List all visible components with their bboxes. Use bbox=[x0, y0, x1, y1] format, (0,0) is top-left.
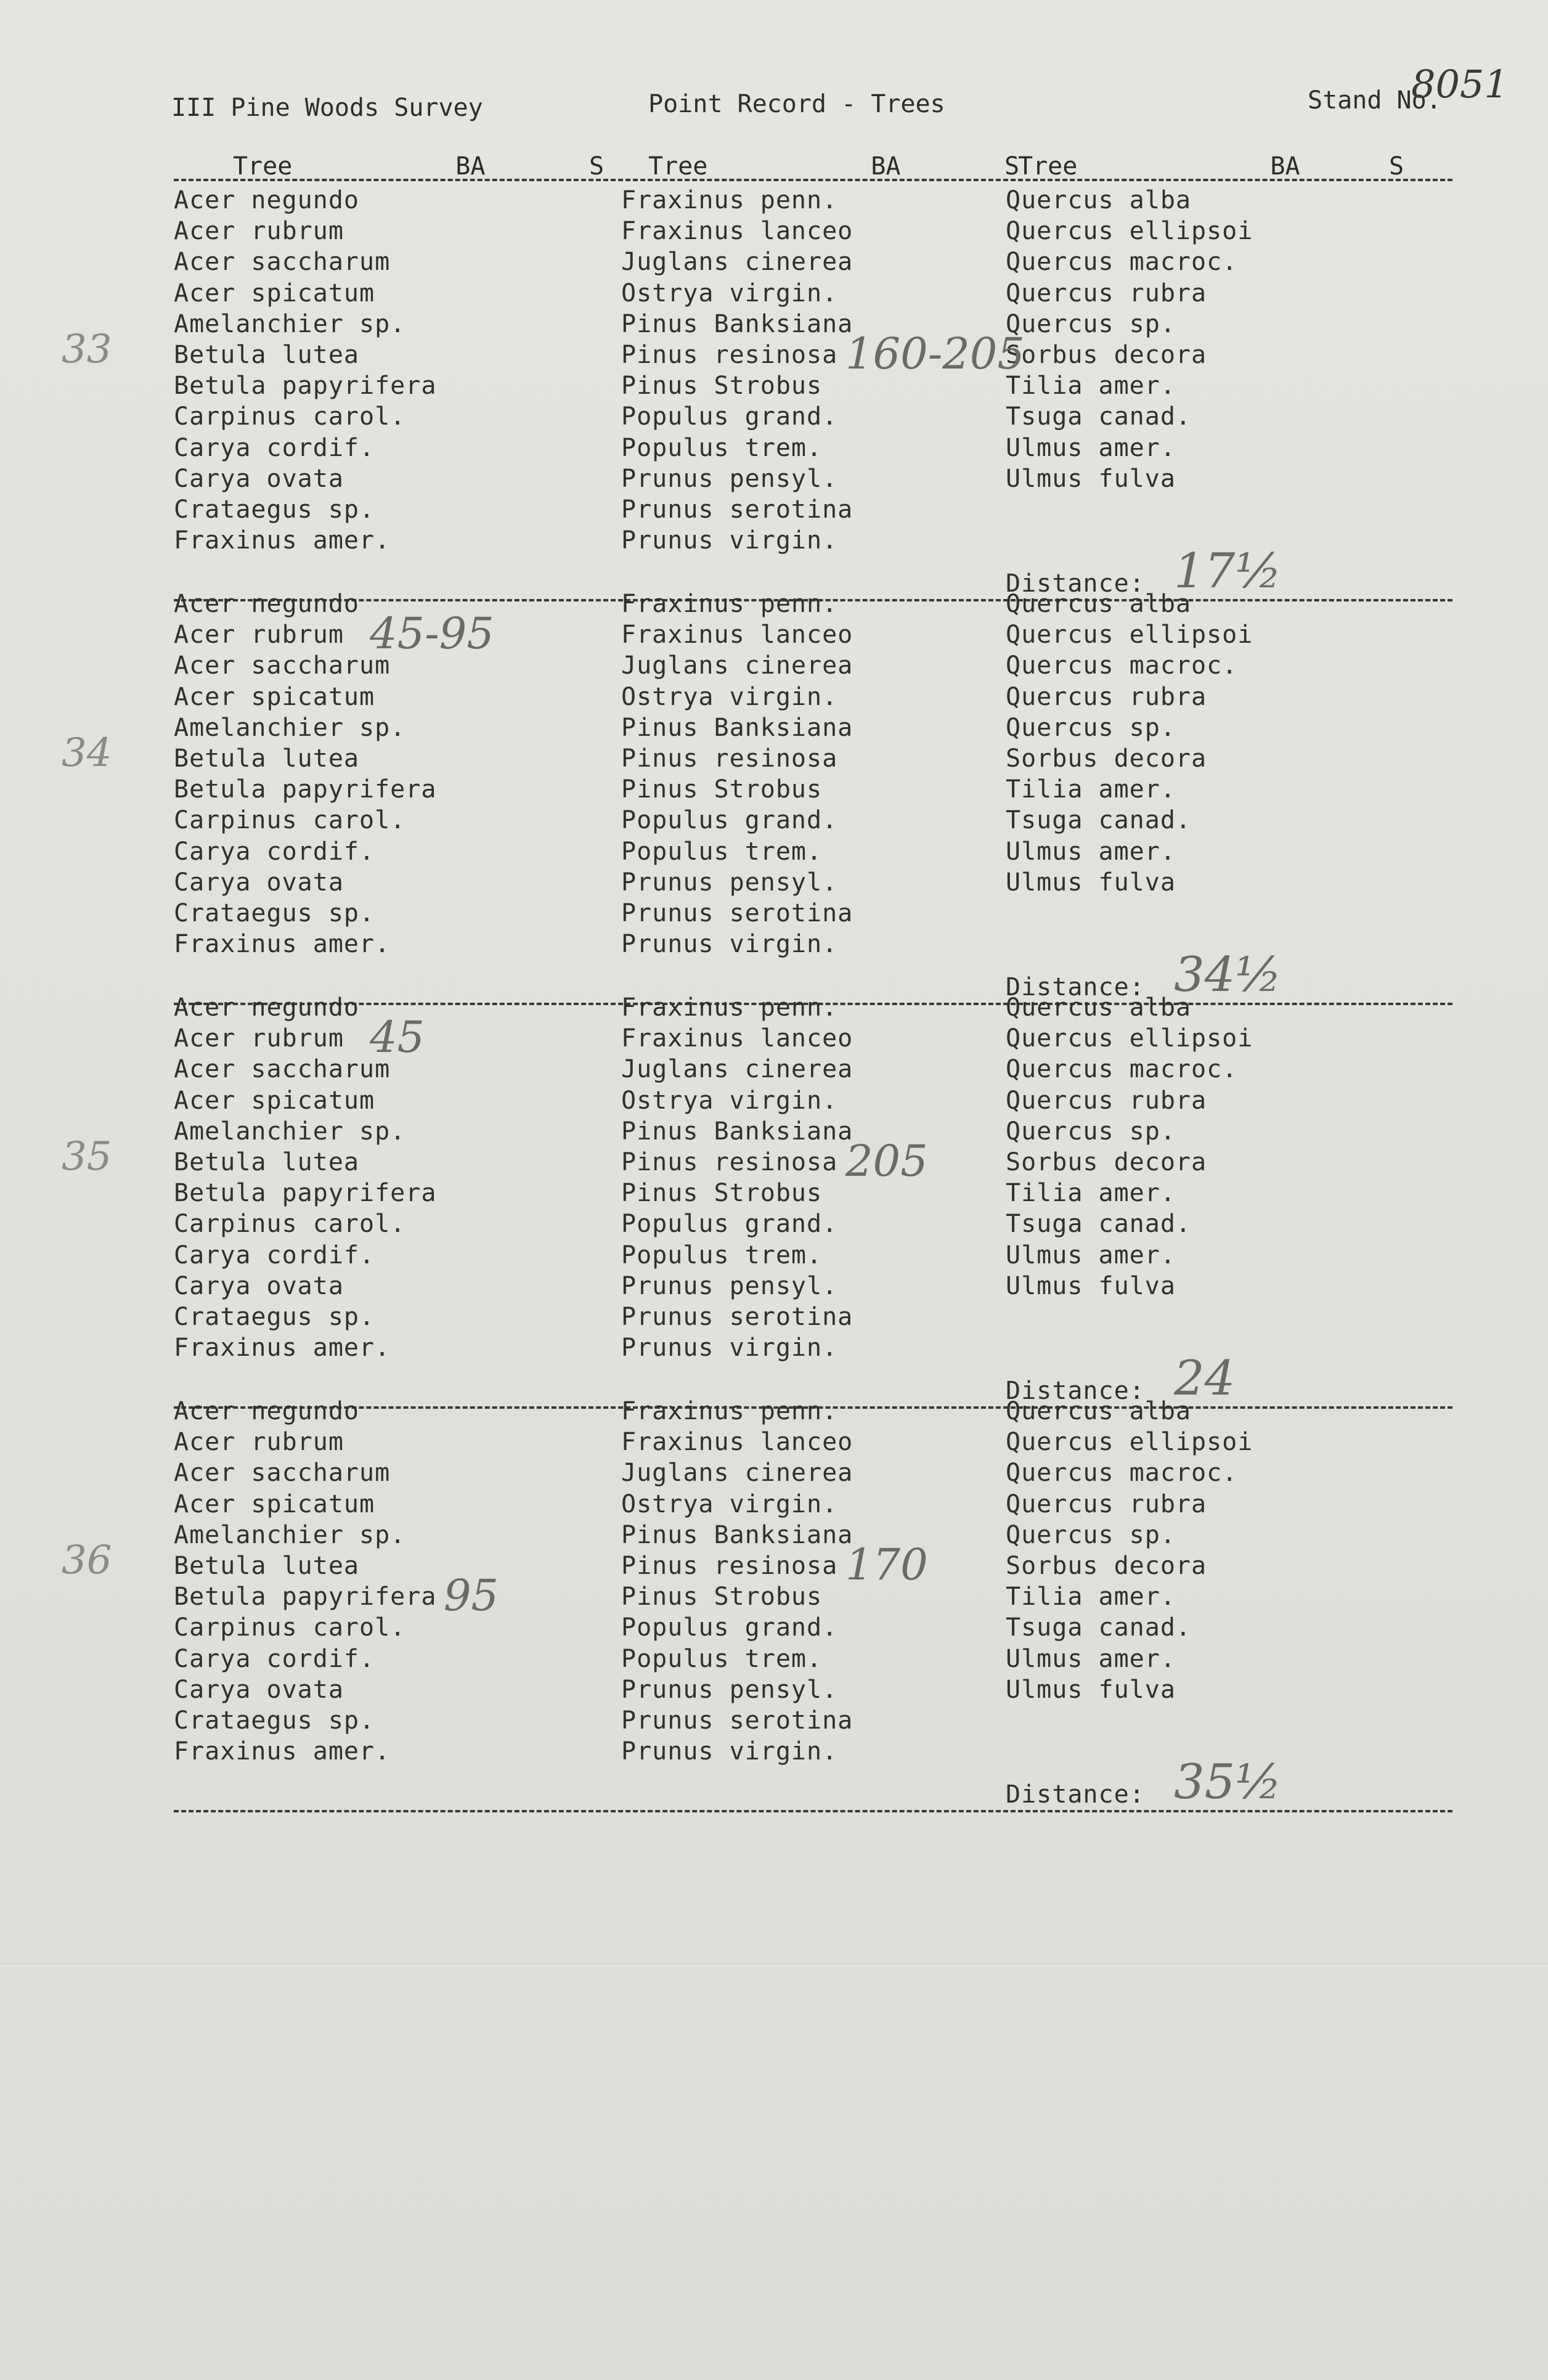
species-entry: Ostrya virgin. bbox=[621, 1490, 838, 1518]
species-entry: Prunus pensyl. bbox=[621, 868, 838, 897]
species-entry: Fraxinus lanceo bbox=[621, 217, 853, 246]
species-entry: Quercus sp. bbox=[1006, 1117, 1176, 1146]
species-entry: Populus trem. bbox=[621, 433, 823, 462]
species-entry: Tsuga canad. bbox=[1006, 806, 1191, 835]
header-underline bbox=[174, 179, 1452, 181]
species-entry: Carya ovata bbox=[174, 868, 344, 897]
species-entry: Pinus Banksiana bbox=[621, 1520, 853, 1549]
point-number: 35 bbox=[62, 1134, 112, 1180]
species-entry: Pinus Banksiana bbox=[621, 309, 853, 338]
species-entry: Betula papyrifera bbox=[174, 1583, 437, 1612]
species-entry: Quercus rubra bbox=[1006, 1086, 1207, 1115]
species-entry: Acer spicatum bbox=[174, 1086, 375, 1115]
species-entry: Betula papyrifera bbox=[174, 372, 437, 401]
species-entry: Quercus rubra bbox=[1006, 682, 1207, 711]
species-entry: Tilia amer. bbox=[1006, 372, 1176, 401]
species-entry: Carya cordif. bbox=[174, 1644, 375, 1673]
species-entry: Acer rubrum bbox=[174, 1428, 344, 1457]
species-entry: Ulmus amer. bbox=[1006, 1644, 1176, 1673]
species-entry: Juglans cinerea bbox=[621, 248, 853, 277]
species-entry: Ostrya virgin. bbox=[621, 279, 838, 308]
distance-value: 34½ bbox=[1174, 947, 1282, 1003]
species-entry: Quercus alba bbox=[1006, 993, 1191, 1022]
species-entry: Acer saccharum bbox=[174, 1055, 391, 1084]
species-entry: Prunus serotina bbox=[621, 495, 853, 524]
stand-number: 8051 bbox=[1411, 62, 1509, 107]
distance-value: 17½ bbox=[1174, 544, 1282, 600]
species-entry: Fraxinus penn. bbox=[621, 993, 838, 1022]
species-entry: Prunus serotina bbox=[621, 1303, 853, 1331]
species-entry: Pinus resinosa bbox=[621, 744, 838, 773]
species-entry: Quercus macroc. bbox=[1006, 1055, 1238, 1084]
species-entry: Quercus ellipsoi bbox=[1006, 1024, 1253, 1053]
species-entry: Sorbus decora bbox=[1006, 1552, 1207, 1580]
species-entry: Acer rubrum bbox=[174, 217, 344, 246]
point-number: 34 bbox=[62, 730, 112, 776]
species-entry: Amelanchier sp. bbox=[174, 1520, 406, 1549]
species-entry: Fraxinus amer. bbox=[174, 930, 391, 959]
species-entry: Acer saccharum bbox=[174, 1459, 391, 1488]
species-entry: Quercus alba bbox=[1006, 186, 1191, 214]
species-entry: Pinus resinosa bbox=[621, 1552, 838, 1580]
species-entry: Acer negundo bbox=[174, 1397, 359, 1425]
species-entry: Populus trem. bbox=[621, 1241, 823, 1269]
species-entry: Betula lutea bbox=[174, 1552, 359, 1580]
species-entry: Carya ovata bbox=[174, 1675, 344, 1704]
species-entry: Populus grand. bbox=[621, 1613, 838, 1642]
species-entry: Fraxinus amer. bbox=[174, 526, 391, 555]
distance-label: Distance: bbox=[1006, 973, 1145, 1002]
distance-label: Distance: bbox=[1006, 1780, 1145, 1809]
species-entry: Acer negundo bbox=[174, 590, 359, 618]
species-entry: Carpinus carol. bbox=[174, 1613, 406, 1642]
species-entry: Fraxinus amer. bbox=[174, 1334, 391, 1363]
species-entry: Fraxinus penn. bbox=[621, 590, 838, 618]
species-entry: Tsuga canad. bbox=[1006, 402, 1191, 431]
distance-label: Distance: bbox=[1006, 1377, 1145, 1406]
species-entry: Quercus alba bbox=[1006, 1397, 1191, 1425]
species-entry: Pinus resinosa bbox=[621, 341, 838, 369]
species-entry: Pinus Banksiana bbox=[621, 1117, 853, 1146]
species-entry: Ulmus fulva bbox=[1006, 868, 1176, 897]
column-header-1: Tree BA S bbox=[233, 152, 605, 181]
species-entry: Quercus ellipsoi bbox=[1006, 621, 1253, 650]
species-entry: Acer saccharum bbox=[174, 248, 391, 277]
species-entry: Quercus macroc. bbox=[1006, 248, 1238, 277]
species-entry: Ulmus amer. bbox=[1006, 1241, 1176, 1269]
handwritten-value: 170 bbox=[845, 1539, 928, 1590]
point-number: 36 bbox=[62, 1538, 112, 1583]
species-entry: Pinus Strobus bbox=[621, 775, 823, 804]
species-entry: Acer spicatum bbox=[174, 1490, 375, 1518]
species-entry: Carpinus carol. bbox=[174, 806, 406, 835]
species-entry: Pinus resinosa bbox=[621, 1148, 838, 1176]
species-entry: Fraxinus lanceo bbox=[621, 1024, 853, 1053]
species-entry: Tsuga canad. bbox=[1006, 1613, 1191, 1642]
species-entry: Prunus virgin. bbox=[621, 1737, 838, 1766]
species-entry: Betula lutea bbox=[174, 744, 359, 773]
species-entry: Prunus serotina bbox=[621, 1706, 853, 1735]
species-entry: Populus grand. bbox=[621, 1210, 838, 1239]
species-entry: Amelanchier sp. bbox=[174, 1117, 406, 1146]
species-entry: Quercus alba bbox=[1006, 590, 1191, 618]
species-entry: Pinus Strobus bbox=[621, 1179, 823, 1208]
species-entry: Tilia amer. bbox=[1006, 1179, 1176, 1208]
species-entry: Populus grand. bbox=[621, 806, 838, 835]
species-entry: Acer rubrum bbox=[174, 621, 344, 650]
species-entry: Sorbus decora bbox=[1006, 744, 1207, 773]
species-entry: Quercus macroc. bbox=[1006, 651, 1238, 680]
column-header-3: Tree BA S bbox=[1018, 152, 1404, 181]
distance-value: 24 bbox=[1174, 1351, 1236, 1407]
species-entry: Ulmus fulva bbox=[1006, 1271, 1176, 1300]
species-entry: Prunus virgin. bbox=[621, 526, 838, 555]
handwritten-value: 45-95 bbox=[370, 608, 494, 659]
species-entry: Pinus Strobus bbox=[621, 1583, 823, 1612]
species-entry: Quercus sp. bbox=[1006, 713, 1176, 742]
species-entry: Populus trem. bbox=[621, 1644, 823, 1673]
species-entry: Prunus serotina bbox=[621, 899, 853, 927]
species-entry: Betula lutea bbox=[174, 341, 359, 369]
handwritten-value: 45 bbox=[370, 1012, 425, 1063]
species-entry: Ulmus fulva bbox=[1006, 1675, 1176, 1704]
point-number: 33 bbox=[62, 327, 112, 372]
species-entry: Carya cordif. bbox=[174, 837, 375, 866]
species-entry: Sorbus decora bbox=[1006, 1148, 1207, 1176]
species-entry: Amelanchier sp. bbox=[174, 713, 406, 742]
species-entry: Quercus macroc. bbox=[1006, 1459, 1238, 1488]
species-entry: Populus trem. bbox=[621, 837, 823, 866]
species-entry: Prunus pensyl. bbox=[621, 1271, 838, 1300]
species-entry: Ulmus amer. bbox=[1006, 837, 1176, 866]
species-entry: Crataegus sp. bbox=[174, 1303, 375, 1331]
species-entry: Betula lutea bbox=[174, 1148, 359, 1176]
species-entry: Ostrya virgin. bbox=[621, 682, 838, 711]
species-entry: Betula papyrifera bbox=[174, 1179, 437, 1208]
species-entry: Fraxinus penn. bbox=[621, 1397, 838, 1425]
species-entry: Amelanchier sp. bbox=[174, 309, 406, 338]
species-entry: Fraxinus amer. bbox=[174, 1737, 391, 1766]
species-entry: Quercus rubra bbox=[1006, 1490, 1207, 1518]
species-entry: Prunus pensyl. bbox=[621, 464, 838, 493]
species-entry: Ostrya virgin. bbox=[621, 1086, 838, 1115]
species-entry: Crataegus sp. bbox=[174, 495, 375, 524]
species-entry: Acer negundo bbox=[174, 993, 359, 1022]
species-entry: Carya ovata bbox=[174, 1271, 344, 1300]
species-entry: Tsuga canad. bbox=[1006, 1210, 1191, 1239]
species-entry: Tilia amer. bbox=[1006, 1583, 1176, 1612]
handwritten-value: 95 bbox=[444, 1570, 499, 1621]
species-entry: Juglans cinerea bbox=[621, 1055, 853, 1084]
species-entry: Acer rubrum bbox=[174, 1024, 344, 1053]
record-title: Point Record - Trees bbox=[648, 90, 945, 118]
species-entry: Acer spicatum bbox=[174, 682, 375, 711]
species-entry: Quercus rubra bbox=[1006, 279, 1207, 308]
species-entry: Acer negundo bbox=[174, 186, 359, 214]
species-entry: Betula papyrifera bbox=[174, 775, 437, 804]
handwritten-value: 160-205 bbox=[845, 328, 1025, 379]
handwritten-value: 205 bbox=[845, 1136, 928, 1186]
species-entry: Carpinus carol. bbox=[174, 402, 406, 431]
stand-label: Stand No. bbox=[1308, 86, 1441, 115]
distance-label: Distance: bbox=[1006, 569, 1145, 598]
species-entry: Carya cordif. bbox=[174, 1241, 375, 1269]
species-entry: Acer spicatum bbox=[174, 279, 375, 308]
species-entry: Quercus sp. bbox=[1006, 309, 1176, 338]
paper-fold bbox=[0, 1963, 1548, 1966]
section-separator bbox=[174, 1810, 1452, 1812]
species-entry: Juglans cinerea bbox=[621, 651, 853, 680]
species-entry: Prunus virgin. bbox=[621, 930, 838, 959]
species-entry: Crataegus sp. bbox=[174, 899, 375, 927]
species-entry: Pinus Banksiana bbox=[621, 713, 853, 742]
species-entry: Carpinus carol. bbox=[174, 1210, 406, 1239]
species-entry: Ulmus fulva bbox=[1006, 464, 1176, 493]
species-entry: Acer saccharum bbox=[174, 651, 391, 680]
species-entry: Crataegus sp. bbox=[174, 1706, 375, 1735]
species-entry: Pinus Strobus bbox=[621, 372, 823, 401]
species-entry: Quercus ellipsoi bbox=[1006, 1428, 1253, 1457]
species-entry: Tilia amer. bbox=[1006, 775, 1176, 804]
species-entry: Carya ovata bbox=[174, 464, 344, 493]
species-entry: Sorbus decora bbox=[1006, 341, 1207, 369]
species-entry: Quercus ellipsoi bbox=[1006, 217, 1253, 246]
species-entry: Prunus pensyl. bbox=[621, 1675, 838, 1704]
distance-value: 35½ bbox=[1174, 1754, 1282, 1811]
species-entry: Populus grand. bbox=[621, 402, 838, 431]
species-entry: Ulmus amer. bbox=[1006, 433, 1176, 462]
survey-title: III Pine Woods Survey bbox=[171, 94, 483, 122]
species-entry: Prunus virgin. bbox=[621, 1334, 838, 1363]
species-entry: Fraxinus lanceo bbox=[621, 621, 853, 650]
species-entry: Quercus sp. bbox=[1006, 1520, 1176, 1549]
species-entry: Fraxinus lanceo bbox=[621, 1428, 853, 1457]
species-entry: Carya cordif. bbox=[174, 433, 375, 462]
column-header-2: Tree BA S bbox=[648, 152, 1020, 181]
species-entry: Juglans cinerea bbox=[621, 1459, 853, 1488]
species-entry: Fraxinus penn. bbox=[621, 186, 838, 214]
